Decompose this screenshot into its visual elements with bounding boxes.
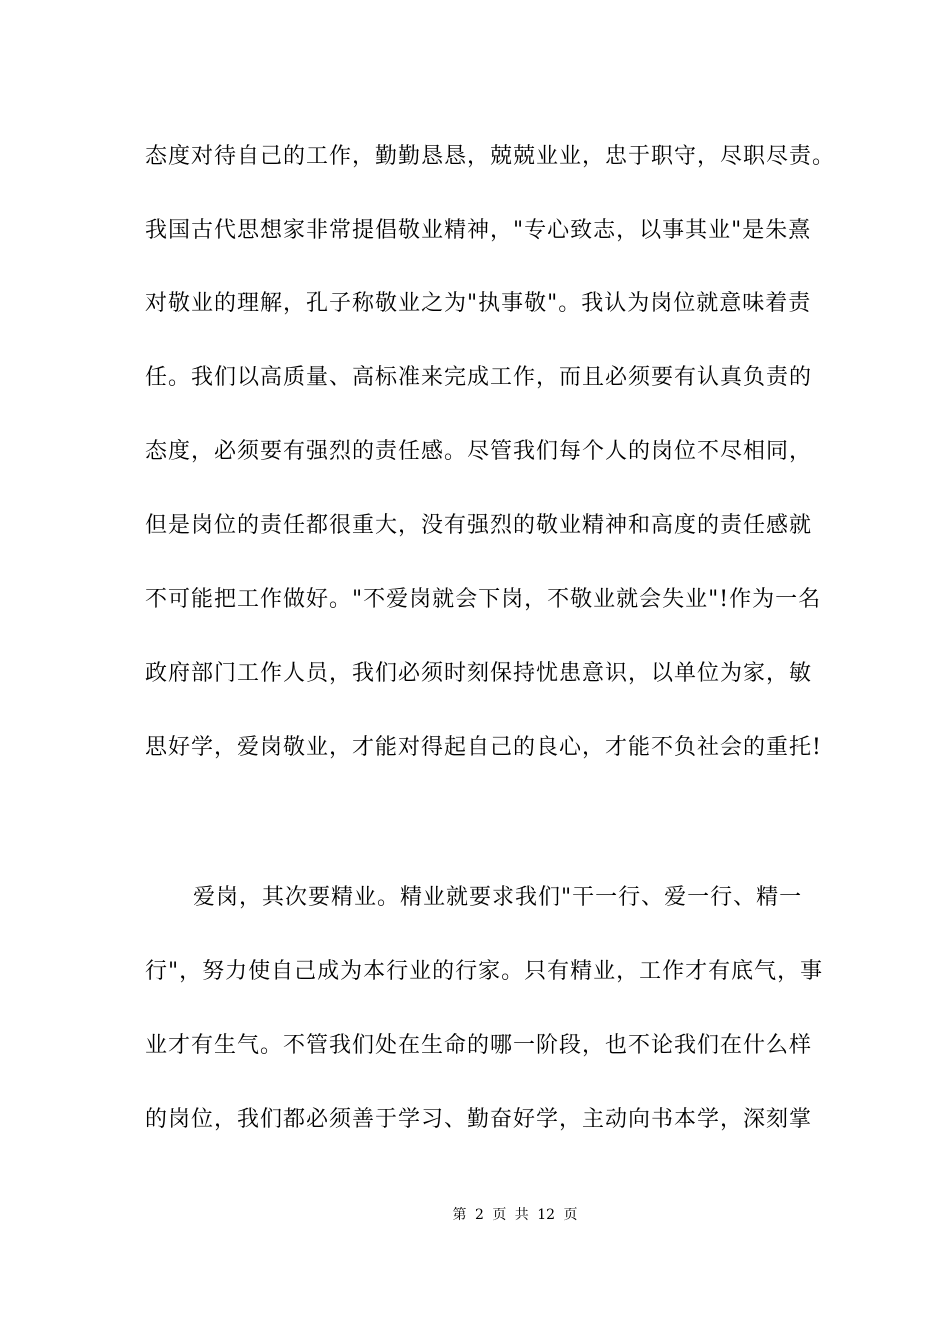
paragraph-1-line-1: 态度对待自己的工作，勤勤恳恳，兢兢业业，忠于职守，尽职尽责。	[145, 144, 836, 169]
footer-total-label: 共	[514, 1207, 529, 1223]
footer-prefix: 第	[452, 1207, 467, 1223]
footer-suffix: 页	[563, 1207, 578, 1223]
paragraph-1-line-9: 思好学，爱岗敬业，才能对得起自己的良心，才能不负社会的重托!	[145, 735, 822, 760]
paragraph-1-line-8: 政府部门工作人员，我们必须时刻保持忧患意识，以单位为家，敏	[145, 661, 813, 686]
paragraph-1-line-3: 对敬业的理解，孔子称敬业之为"执事敬"。我认为岗位就意味着责	[145, 291, 812, 316]
footer-total-pages: 12	[537, 1207, 556, 1223]
paragraph-1-line-2: 我国古代思想家非常提倡敬业精神，"专心致志，以事其业"是朱熹	[145, 218, 812, 243]
paragraph-1-line-6: 但是岗位的责任都很重大，没有强烈的敬业精神和高度的责任感就	[145, 513, 813, 538]
footer-page-label: 页	[492, 1207, 507, 1223]
footer-page-number: 2	[474, 1207, 484, 1223]
paragraph-2-line-2: 行"，努力使自己成为本行业的行家。只有精业，工作才有底气，事	[145, 959, 824, 984]
paragraph-2-line-4: 的岗位，我们都必须善于学习、勤奋好学，主动向书本学，深刻掌	[145, 1107, 813, 1132]
paragraph-2-line-3: 业才有生气。不管我们处在生命的哪一阶段，也不论我们在什么样	[145, 1033, 813, 1058]
paragraph-2-line-1: 爱岗，其次要精业。精业就要求我们"干一行、爱一行、精一	[193, 885, 803, 910]
page-footer	[0, 1205, 950, 1225]
paragraph-1-line-4: 任。我们以高质量、高标准来完成工作，而且必须要有认真负责的	[145, 365, 813, 390]
paragraph-1-line-5: 态度，必须要有强烈的责任感。尽管我们每个人的岗位不尽相同，	[145, 439, 813, 464]
paragraph-1-line-7: 不可能把工作做好。"不爱岗就会下岗，不敬业就会失业"!作为一名	[145, 587, 822, 612]
